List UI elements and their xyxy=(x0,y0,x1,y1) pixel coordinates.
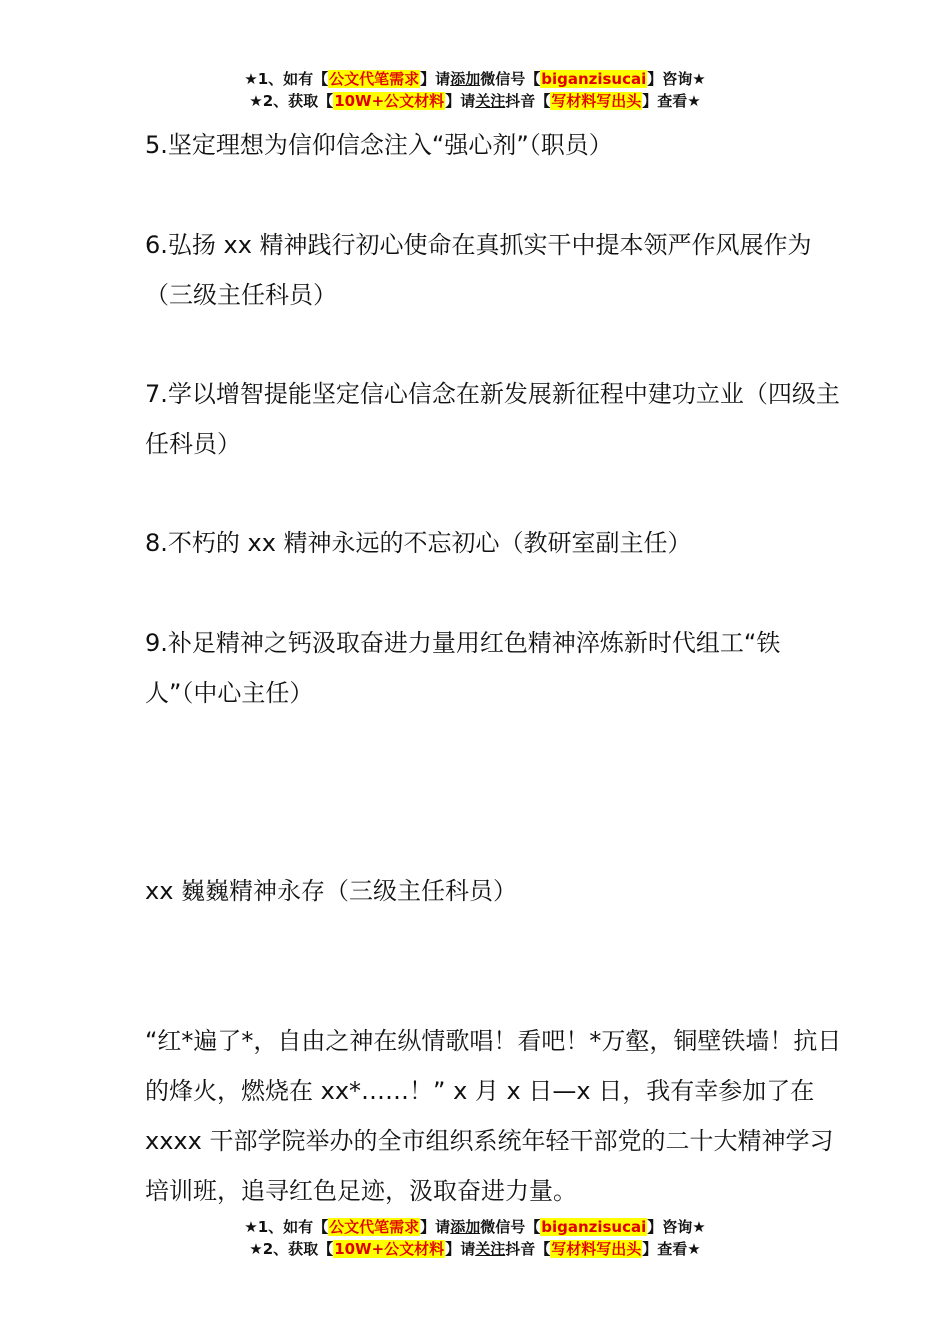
banner-text: 抖音【 xyxy=(505,1240,551,1258)
banner-highlight: 写材料写出头 xyxy=(551,92,642,110)
header-banner xyxy=(0,68,950,112)
banner-underline: 添加 xyxy=(450,70,481,88)
footer-banner xyxy=(0,1216,950,1260)
banner-highlight: 10W+公文材料 xyxy=(334,92,445,110)
banner-text: 】请 xyxy=(445,92,476,110)
banner-highlight: 10W+公文材料 xyxy=(334,1240,445,1258)
banner-text: 】请 xyxy=(420,1218,451,1236)
banner-text: 】咨询★ xyxy=(647,1218,706,1236)
banner-highlight: 写材料写出头 xyxy=(551,1240,642,1258)
banner-highlight: 公文代笔需求 xyxy=(329,1218,420,1236)
banner-text: 】查看★ xyxy=(642,92,701,110)
banner-text: ★1、如有【 xyxy=(244,1218,329,1236)
banner-underline: 关注 xyxy=(475,92,506,110)
banner-text: 微信号【 xyxy=(480,1218,541,1236)
title-item: 9.补足精神之钙汲取奋进力量用红色精神淬炼新时代组工“铁人”（中心主任） xyxy=(145,629,781,707)
banner-text: 微信号【 xyxy=(480,70,541,88)
title-item: 8.不朽的 xx 精神永远的不忘初心（教研室副主任） xyxy=(145,529,692,557)
banner-highlight: biganzisucai xyxy=(541,70,647,88)
title-item: 6.弘扬 xx 精神践行初心使命在真抓实干中提本领严作风展作为（三级主任科员） xyxy=(145,231,812,309)
banner-text: ★1、如有【 xyxy=(244,70,329,88)
body-paragraph: “红*遍了*，自由之神在纵情歌唱！看吧！*万壑，铜壁铁墙！抗日的烽火，燃烧在 xx*……！” x 月 x 日—x 日，我有幸参加了在 xxxx 干部学院举办的全市组织系统年轻干部党的二十大精神学习培训班，追寻红色足迹，汲取奋进力量。 xyxy=(145,1027,842,1205)
banner-line-1 xyxy=(0,68,950,90)
banner-text: 】请 xyxy=(420,70,451,88)
banner-line-2 xyxy=(0,90,950,112)
banner-text: 】咨询★ xyxy=(647,70,706,88)
article-title: xx 巍巍精神永存（三级主任科员） xyxy=(145,877,518,905)
banner-text: 】请 xyxy=(445,1240,476,1258)
banner-highlight: 公文代笔需求 xyxy=(329,70,420,88)
banner-text: 】查看★ xyxy=(642,1240,701,1258)
banner-text: ★2、获取【 xyxy=(249,92,334,110)
title-item: 5.坚定理想为信仰信念注入“强心剂”（职员） xyxy=(145,131,613,159)
banner-underline: 关注 xyxy=(475,1240,506,1258)
banner-text: ★2、获取【 xyxy=(249,1240,334,1258)
title-item: 7.学以增智提能坚定信心信念在新发展新征程中建功立业（四级主任科员） xyxy=(145,380,840,458)
banner-highlight: biganzisucai xyxy=(541,1218,647,1236)
banner-line-2 xyxy=(0,1238,950,1260)
banner-text: 抖音【 xyxy=(505,92,551,110)
banner-line-1 xyxy=(0,1216,950,1238)
banner-underline: 添加 xyxy=(450,1218,481,1236)
